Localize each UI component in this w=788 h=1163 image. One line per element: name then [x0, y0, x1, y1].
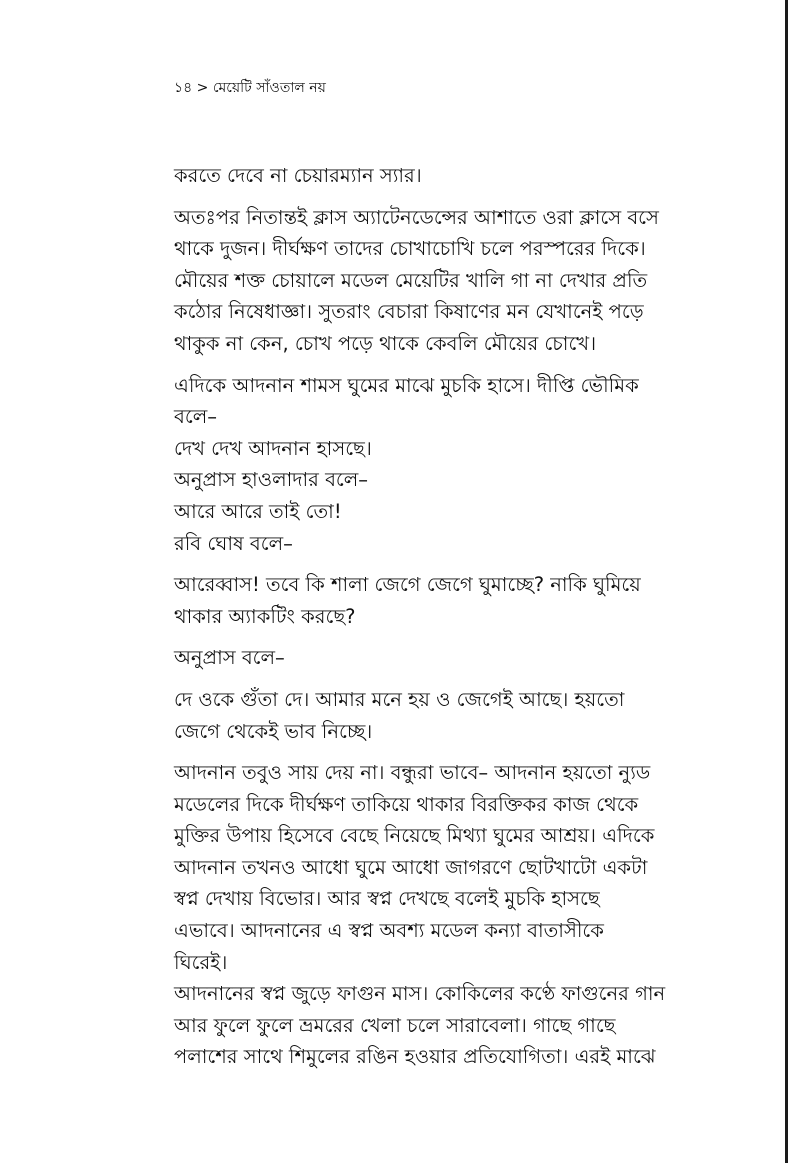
- dialogue-line: জেগে থেকেই ভাব নিচ্ছে।: [174, 719, 373, 743]
- dialogue-line: আরেব্বাস! তবে কি শালা জেগে জেগে ঘুমাচ্ছে? নাকি ঘুমিয়ে: [174, 573, 641, 597]
- text-line: করতে দেবে না চেয়ারম্যান স্যার।: [174, 164, 422, 187]
- text-line: এদিকে আদনান শামস ঘুমের মাঝে মুচকি হাসে। দীপ্তি ভৌমিক: [174, 373, 639, 397]
- text-line: রবি ঘোষ বলে–: [174, 531, 293, 555]
- text-line: আদনান তবুও সায় দেয় না। বন্ধুরা ভাবে– আদনান হয়তো ন্যুড: [174, 761, 651, 785]
- text-line: থাকে দুজন। দীর্ঘক্ষণ তাদের চোখাচোখি চলে পরস্পরের দিকে।: [174, 237, 646, 261]
- text-line: অনুপ্রাস বলে–: [174, 646, 285, 670]
- text-line: মৌয়ের শক্ত চোয়ালে মডেল মেয়েটির খালি গা না দেখার প্রতি: [174, 268, 648, 292]
- text-line: আদনান তখনও আধো ঘুমে আধো জাগরণে ছোটখাটো একটা: [174, 855, 648, 879]
- text-line: আদনানের স্বপ্ন জুড়ে ফাগুন মাস। কোকিলের কণ্ঠে ফাগুনের গান: [174, 982, 666, 1006]
- dialogue-line: থাকার অ্যাকটিং করছে?: [174, 604, 356, 628]
- dialogue-line: আরে আরে তাই তো!: [174, 499, 342, 523]
- text-line: পলাশের সাথে শিমুলের রঙিন হওয়ার প্রতিযোগিতা। এরই মাঝে: [174, 1045, 656, 1069]
- book-title: মেয়েটি সাঁওতাল নয়: [212, 80, 326, 96]
- text-line: বলে–: [174, 405, 217, 429]
- text-line: অতঃপর নিতান্তই ক্লাস অ্যাটেনডেন্সের আশাতে ওরা ক্লাসে বসে: [174, 205, 659, 229]
- text-line: এভাবে। আদনানের এ স্বপ্ন অবশ্য মডেল কন্যা বাতাসীকে: [174, 919, 604, 943]
- text-line: কঠোর নিষেধাজ্ঞা। সুতরাং বেচারা কিষাণের মন যেখানেই পড়ে: [174, 300, 644, 324]
- body-text: [174, 160, 704, 1073]
- dialogue-line: দেখ দেখ আদনান হাসছে।: [174, 436, 372, 460]
- text-line: মুক্তির উপায় হিসেবে বেছে নিয়েছে মিথ্যা ঘুমের আশ্রয়। এদিকে: [174, 824, 655, 848]
- text-line: মডেলের দিকে দীর্ঘক্ষণ তাকিয়ে থাকার বিরক্তিকর কাজ থেকে: [174, 792, 639, 816]
- text-line: স্বপ্ন দেখায় বিভোর। আর স্বপ্ন দেখছে বলেই মুচকি হাসছে: [174, 887, 600, 911]
- dialogue-line: দে ওকে গুঁতা দে। আমার মনে হয় ও জেগেই আছে। হয়তো: [174, 687, 625, 711]
- page-number: ১৪: [174, 80, 193, 96]
- text-line: আর ফুলে ফুলে ভ্রমরের খেলা চলে সারাবেলা। গাছে গাছে: [174, 1013, 616, 1037]
- text-line: অনুপ্রাস হাওলাদার বলে–: [174, 468, 369, 492]
- text-line: ঘিরেই।: [174, 950, 228, 974]
- text-line: থাকুক না কেন, চোখ পড়ে থাকে কেবলি মৌয়ের চোখে।: [174, 331, 597, 355]
- running-header: [174, 78, 326, 98]
- header-separator: >: [196, 80, 209, 96]
